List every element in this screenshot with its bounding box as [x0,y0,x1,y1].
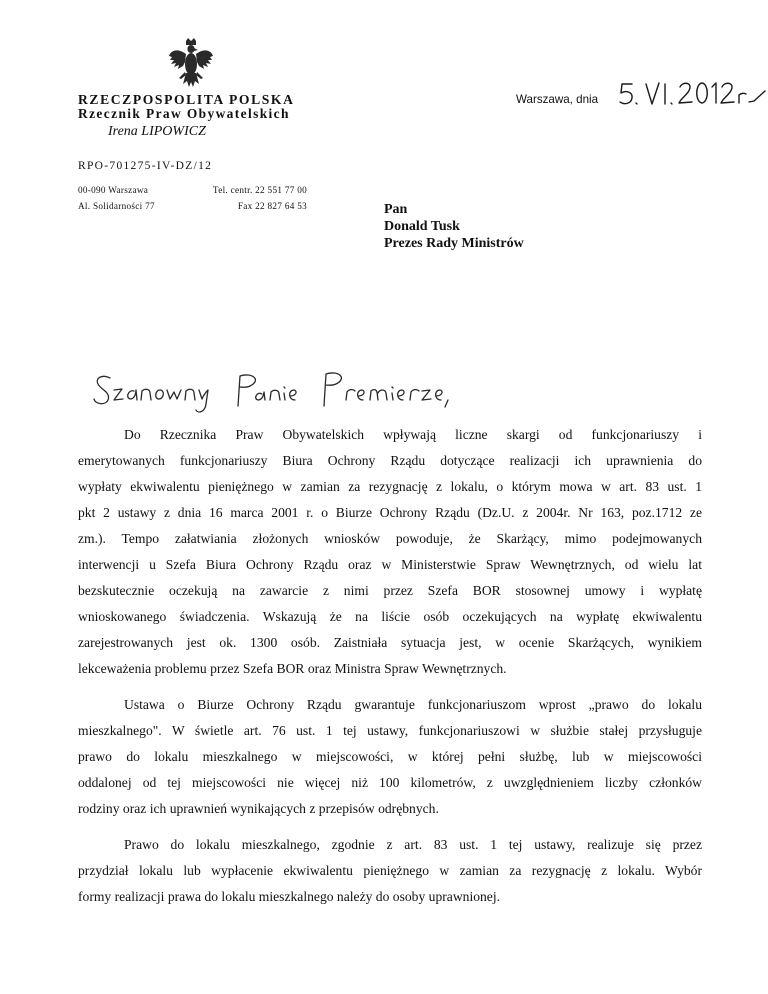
recipient-name: Donald Tusk [384,219,460,234]
address-line-1: 00-090 Warszawa [78,185,149,195]
paragraph-1-line-2: emerytowanych funkcjonariuszy Biura Ochrony Rządu dotyczące realizacji ich uprawnienia do [78,453,702,468]
paragraph-1-line-1: Do Rzecznika Praw Obywatelskich wpływają liczne skargi od funkcjonariuszy i [124,427,702,442]
date-place-label: Warszawa, dnia [516,93,599,106]
paragraph-1-line-7: bezskutecznie oczekują na zawarcie z nimi przez Szefa BOR stosownej umowy i wypłatę [78,583,702,598]
paragraph-2-line-4: oddalonej od tej miejscowości nie więcej niż 100 kilometrów, z uwzględnieniem liczby członków [78,775,702,790]
recipient-position: Prezes Rady Ministrów [384,236,524,251]
paragraph-1-line-9: zarejestrowanych jest ok. 1300 osób. Zaistniała sytuacja jest, w ocenie Skarżących, wynikiem [78,635,702,650]
fax-number: Fax 22 827 64 53 [237,201,307,211]
paragraph-1-line-6: interwencji u Szefa Biura Ochrony Rządu oraz w Ministerstwie Spraw Wewnętrznych, od wielu lat [78,557,702,572]
person-name: Irena LIPOWICZ [108,124,206,139]
paragraph-2-line-1: Ustawa o Biurze Ochrony Rządu gwarantuje funkcjonariuszom wprost „prawo do lokalu [124,697,702,712]
reference-number: RPO-701275-IV-DZ/12 [78,160,213,172]
phone-number: Tel. centr. 22 551 77 00 [212,185,307,195]
paragraph-2-line-2: mieszkalnego". W świetle art. 76 ust. 1 tej ustawy, funkcjonariuszowi w służbie stałej przysługuje [78,723,702,738]
paragraph-3-line-1: Prawo do lokalu mieszkalnego, zgodnie z art. 83 ust. 1 tej ustawy, realizuje się przez [124,837,702,852]
address-line-2: Al. Solidarności 77 [78,201,155,211]
paragraph-1-line-4: pkt 2 ustawy z dnia 16 marca 2001 r. o Biurze Ochrony Rządu (Dz.U. z 2004r. Nr 163, poz.1712 ze [78,505,702,520]
handwritten-salutation [92,366,452,426]
paragraph-1-line-3: wypłaty ekwiwalentu pieniężnego w zamian za rezygnację z lokalu, o którym mowa w art. 83 ust. 1 [78,479,702,494]
paragraph-2-line-3: prawo do lokalu mieszkalnego w miejscowości, w której pełni służbę, lub w miejscowości [78,749,702,764]
paragraph-2-line-5: rodziny oraz ich uprawnień wynikających z przepisów odrębnych. [78,801,439,816]
polish-eagle-emblem-icon [168,38,214,92]
recipient-title: Pan [384,202,408,217]
paragraph-1-line-10: lekceważenia problemu przez Szefa BOR oraz Ministra Spraw Wewnętrznych. [78,661,507,676]
handwritten-date [618,76,768,110]
paragraph-3-line-2: przydział lokalu lub wypłacenie ekwiwalentu pieniężnego w zamian za rezygnację z lokalu. Wybór [78,863,702,878]
paragraph-1-line-8: wnioskowanego świadczenia. Wskazują że na liście osób oczekujących na wypłatę ekwiwalentu [78,609,702,624]
paragraph-1-line-5: zm.). Tempo załatwiania złożonych wniosków powoduje, że Skarżący, mimo podejmowanych [78,531,702,546]
office-name: Rzecznik Praw Obywatelskich [78,106,290,121]
org-name: RZECZPOSPOLITA POLSKA [78,92,295,107]
paragraph-3-line-3: formy realizacji prawa do lokalu mieszkalnego należy do osoby uprawnionej. [78,889,501,904]
